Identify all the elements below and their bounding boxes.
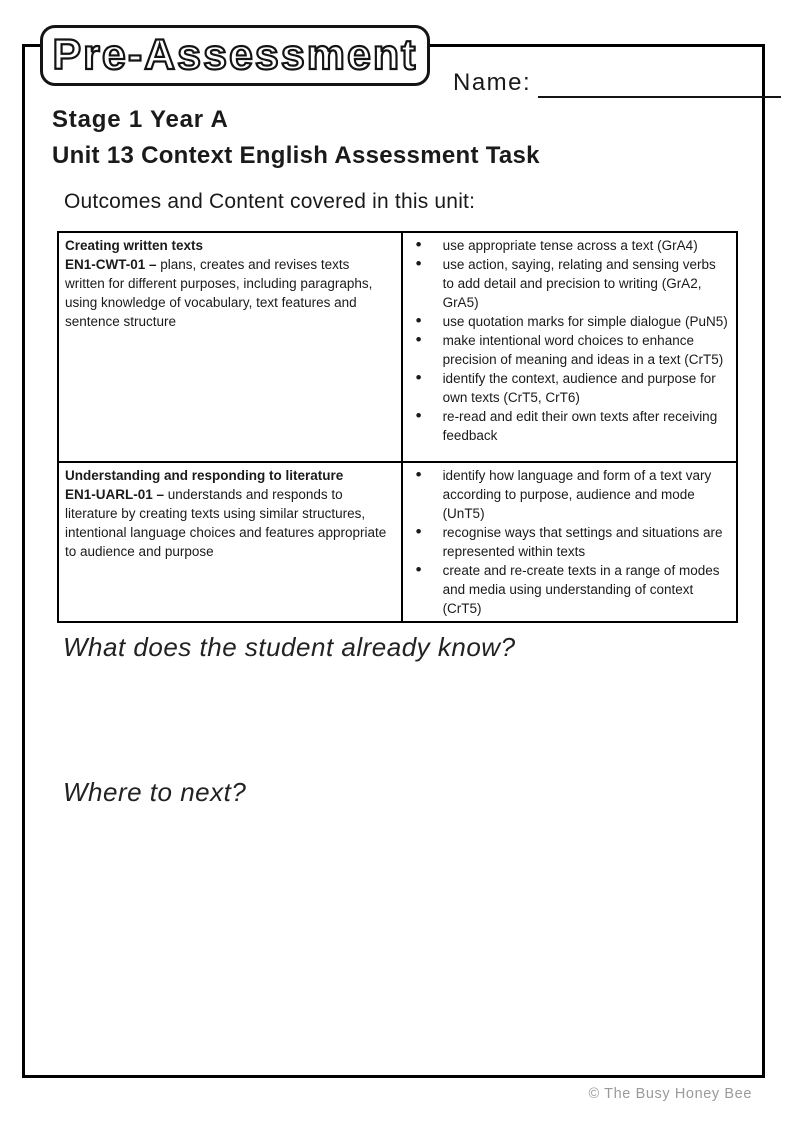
bullet-item: • create and re-create texts in a range of modes and media using understanding of context (CrT5): [409, 561, 728, 618]
bullet-item: • identify how language and form of a text vary according to purpose, audience and mode (UnT5): [409, 466, 728, 523]
bullet-item: • recognise ways that settings and situations are represented within texts: [409, 523, 728, 561]
stage-heading: Stage 1 Year A: [52, 106, 229, 133]
outcome-cell-literature: [58, 462, 402, 622]
name-blank-line: [538, 70, 781, 98]
content-cell-writing: [402, 232, 737, 462]
content-cell-literature: [402, 462, 737, 622]
content-bullet-list: [409, 466, 728, 618]
table-row: [58, 462, 737, 622]
bullet-item: • make intentional word choices to enhance precision of meaning and ideas in a text (CrT5): [409, 331, 728, 369]
outcome-title: Creating written texts: [65, 238, 204, 253]
table-row: [58, 232, 737, 462]
question-where-to-next: Where to next?: [63, 777, 247, 807]
bullet-item: • re-read and edit their own texts after receiving feedback: [409, 407, 728, 445]
bullet-item: • use appropriate tense across a text (GrA4): [409, 236, 728, 255]
footer-credit: © The Busy Honey Bee: [588, 1086, 752, 1102]
page-title: Pre-Assessment: [52, 31, 418, 79]
outcome-title: Understanding and responding to literature: [65, 468, 344, 483]
question-already-know: What does the student already know?: [63, 632, 516, 662]
outcome-code: EN1-UARL-01 –: [65, 487, 165, 502]
bullet-item: • use action, saying, relating and sensing verbs to add detail and precision to writing (GrA2, GrA5): [409, 255, 728, 312]
outcomes-intro-text: Outcomes and Content covered in this unit:: [64, 190, 476, 213]
outcome-cell-writing: [58, 232, 402, 462]
outcome-description: [65, 485, 393, 561]
outcome-text: plans, creates and revises texts written for different purposes, including paragraphs, using knowledge of vocabulary, text features and sentence structure: [65, 257, 373, 329]
unit-heading: Unit 13 Context English Assessment Task: [52, 142, 540, 169]
bullet-item: • identify the context, audience and purpose for own texts (CrT5, CrT6): [409, 369, 728, 407]
bullet-item: • use quotation marks for simple dialogue (PuN5): [409, 312, 728, 331]
outcomes-table: [57, 231, 738, 623]
content-bullet-list: [409, 236, 728, 445]
outcome-code: EN1-CWT-01 –: [65, 257, 157, 272]
outcome-description: [65, 255, 393, 331]
title-banner: [40, 25, 430, 86]
outcome-text: understands and responds to literature by creating texts using similar structures, intentional language choices and features appropriate to audience and purpose: [65, 487, 387, 559]
name-label: Name:: [453, 69, 532, 96]
name-field-row: [453, 68, 781, 98]
